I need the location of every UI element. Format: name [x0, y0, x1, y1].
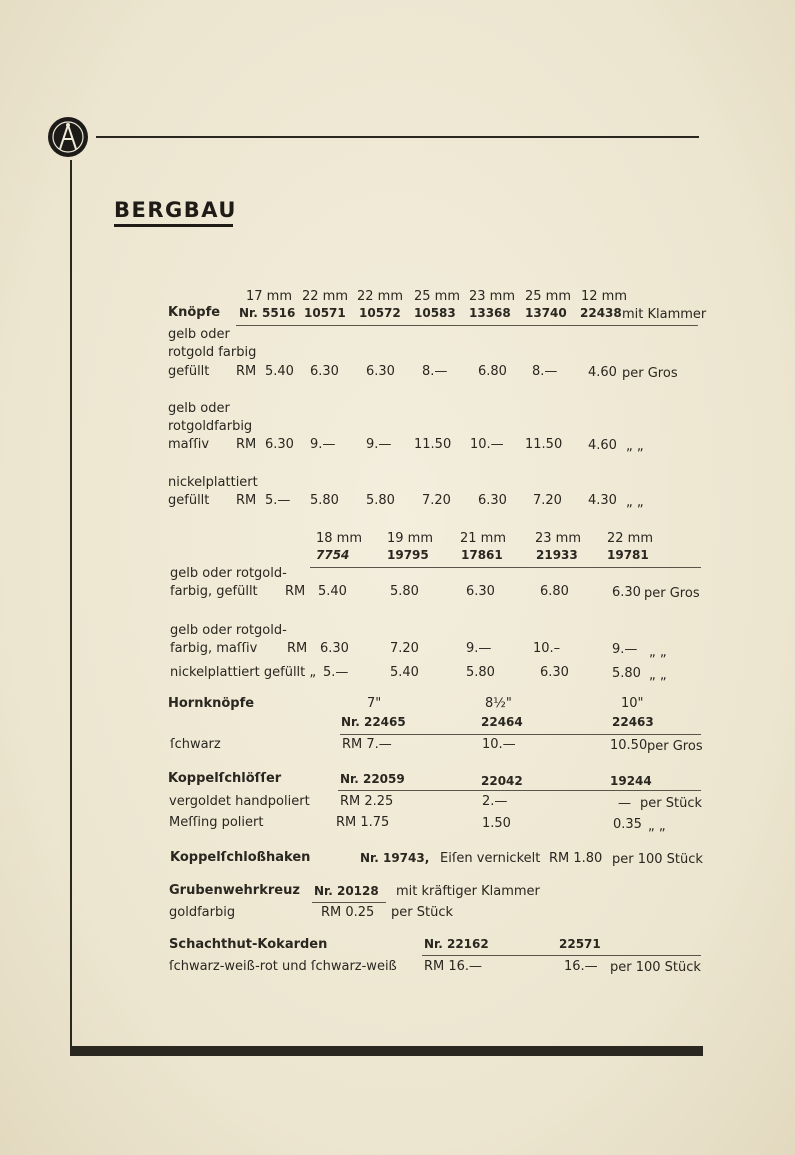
article-number: 13368 — [469, 306, 511, 320]
price-cell: 10.— — [482, 737, 516, 752]
article-number: 19244 — [610, 774, 652, 788]
size-cell: 12 mm — [581, 289, 628, 304]
price-cell: 7.20 — [390, 641, 419, 656]
row-desc: rotgold farbig — [168, 345, 257, 360]
price-cell: RM 1.75 — [336, 815, 390, 830]
section-label: Schachthut-Kokarden — [169, 937, 328, 952]
number-note: mit Klammer — [622, 307, 707, 322]
price-cell: — — [618, 796, 631, 811]
size-cell: 22 mm — [357, 289, 404, 304]
price-unit: per 100 Stück — [610, 960, 701, 975]
row-desc: gefüllt — [168, 493, 210, 508]
price-cell: 5.40 — [390, 665, 419, 680]
price-cell: RM 16.— — [424, 959, 483, 974]
article-number: Nr. 20128 — [314, 884, 379, 898]
article-number: Nr. 22059 — [340, 772, 405, 786]
section-label: Hornknöpfe — [168, 696, 255, 711]
size-cell: 23 mm — [535, 531, 582, 546]
price-cell: 6.30 — [320, 641, 349, 656]
price-cell: 6.30 — [478, 493, 507, 508]
row-desc: ſchwarz — [170, 737, 221, 752]
price-cell: 10.50 — [610, 738, 648, 753]
section-label: Knöpfe — [168, 305, 221, 320]
row-desc: gelb oder — [168, 327, 230, 342]
row-desc: nickelplattiert gefüllt „ — [170, 665, 317, 680]
article-number: 10583 — [414, 306, 456, 320]
header-underline — [422, 955, 701, 956]
row-desc: gelb oder rotgold- — [170, 566, 287, 581]
price-cell: 6.30 — [366, 364, 395, 379]
price-cell: 6.30 — [466, 584, 495, 599]
price-cell: 5.40 — [265, 364, 294, 379]
header-underline — [340, 734, 701, 735]
header-underline — [312, 902, 386, 903]
price-cell: 5.80 — [466, 665, 495, 680]
price-cell: RM 1.80 — [549, 851, 603, 866]
price-cell: 5.80 — [612, 666, 641, 681]
price-cell: 5.— — [265, 493, 291, 508]
article-number: 21933 — [536, 548, 578, 562]
article-number: 10572 — [359, 306, 401, 320]
price-cell: 4.30 — [588, 493, 617, 508]
price-cell: 9.— — [366, 437, 392, 452]
row-desc: ſchwarz-weiß-rot und ſchwarz-weiß — [169, 959, 397, 974]
ditto-mark: „ „ — [648, 819, 666, 834]
price-cell: 6.80 — [540, 584, 569, 599]
price-cell: 5.40 — [318, 584, 347, 599]
price-cell: 5.80 — [310, 493, 339, 508]
row-desc: nickelplattiert — [168, 475, 258, 490]
price-cell: 6.30 — [612, 585, 641, 600]
price-cell: 7.20 — [422, 493, 451, 508]
ditto-mark: „ „ — [649, 645, 667, 660]
size-cell: 17 mm — [246, 289, 293, 304]
article-number: Nr. 19743, — [360, 851, 430, 865]
footer-bar — [70, 1046, 703, 1056]
section-label: Koppelſchloßhaken — [170, 850, 311, 865]
row-desc: vergoldet handpoliert — [169, 794, 310, 809]
row-desc: gelb oder — [168, 401, 230, 416]
currency-label: RM — [285, 584, 306, 599]
compass-logo-icon — [48, 117, 88, 157]
price-cell: 9.— — [466, 641, 492, 656]
ditto-mark: „ „ — [626, 495, 644, 510]
price-cell: RM 0.25 — [321, 905, 375, 920]
article-number: 7754 — [316, 548, 350, 562]
price-cell: 9.— — [310, 437, 336, 452]
item-note: mit kräftiger Klammer — [396, 884, 540, 899]
price-cell: 16.— — [564, 959, 598, 974]
header-underline — [236, 325, 698, 326]
row-desc: Meſſing poliert — [169, 815, 264, 830]
header-underline — [310, 567, 701, 568]
article-number: 22464 — [481, 715, 523, 729]
price-cell: 1.50 — [482, 816, 511, 831]
row-desc: goldfarbig — [169, 905, 236, 920]
row-desc: rotgoldfarbig — [168, 419, 253, 434]
currency-label: RM — [236, 493, 257, 508]
price-cell: 0.35 — [613, 817, 642, 832]
size-cell: 22 mm — [302, 289, 349, 304]
article-number: 19781 — [607, 548, 649, 562]
price-cell: 5.80 — [390, 584, 419, 599]
row-desc: Eiſen vernickelt — [440, 851, 541, 866]
price-unit: per Gros — [644, 586, 700, 601]
price-cell: 4.60 — [588, 365, 617, 380]
article-number: 22042 — [481, 774, 523, 788]
article-number: Nr. 22162 — [424, 937, 489, 951]
price-cell: 6.80 — [478, 364, 507, 379]
price-cell: RM 7.— — [342, 737, 392, 752]
page-title: BERGBAU — [114, 198, 237, 222]
article-number: 10571 — [304, 306, 346, 320]
currency-label: RM — [287, 641, 308, 656]
size-cell: 25 mm — [525, 289, 572, 304]
row-desc: gefüllt — [168, 364, 210, 379]
size-cell: 7" — [367, 696, 382, 711]
price-cell: 9.— — [612, 642, 638, 657]
size-cell: 10" — [621, 696, 644, 711]
price-unit: per Gros — [647, 739, 703, 754]
publisher-logo — [48, 117, 88, 157]
currency-label: RM — [236, 437, 257, 452]
ditto-mark: „ „ — [626, 439, 644, 454]
price-cell: 2.— — [482, 794, 508, 809]
section-label: Koppelſchlöſſer — [168, 771, 282, 786]
row-desc: maſſiv — [168, 437, 210, 452]
size-cell: 23 mm — [469, 289, 516, 304]
price-cell: 11.50 — [414, 437, 452, 452]
size-cell: 21 mm — [460, 531, 507, 546]
article-number: Nr. 5516 — [239, 306, 296, 320]
section-label: Grubenwehrkreuz — [169, 883, 300, 898]
article-number: 22438 — [580, 306, 622, 320]
article-number: 13740 — [525, 306, 567, 320]
price-cell: 10.– — [533, 641, 561, 656]
price-unit: per 100 Stück — [612, 852, 703, 867]
header-underline — [338, 790, 701, 791]
left-margin-rule — [70, 160, 72, 1050]
price-cell: RM 2.25 — [340, 794, 394, 809]
size-cell: 8½" — [485, 696, 512, 711]
article-number: 22571 — [559, 937, 601, 951]
price-cell: 5.80 — [366, 493, 395, 508]
size-cell: 22 mm — [607, 531, 654, 546]
price-cell: 5.— — [323, 665, 349, 680]
size-cell: 25 mm — [414, 289, 461, 304]
header-rule — [96, 136, 699, 138]
price-unit: per Stück — [391, 905, 453, 920]
title-underline — [114, 224, 233, 227]
price-cell: 11.50 — [525, 437, 563, 452]
price-cell: 8.— — [532, 364, 558, 379]
price-cell: 7.20 — [533, 493, 562, 508]
article-number: 19795 — [387, 548, 429, 562]
price-cell: 6.30 — [540, 665, 569, 680]
row-desc: farbig, maſſiv — [170, 641, 258, 656]
article-number: 22463 — [612, 715, 654, 729]
price-cell: 4.60 — [588, 438, 617, 453]
currency-label: RM — [236, 364, 257, 379]
size-cell: 18 mm — [316, 531, 363, 546]
ditto-mark: „ „ — [649, 668, 667, 683]
price-unit: per Gros — [622, 366, 678, 381]
price-cell: 8.— — [422, 364, 448, 379]
article-number: Nr. 22465 — [341, 715, 406, 729]
article-number: 17861 — [461, 548, 503, 562]
row-desc: farbig, gefüllt — [170, 584, 258, 599]
price-cell: 10.— — [470, 437, 504, 452]
size-cell: 19 mm — [387, 531, 434, 546]
price-unit: per Stück — [640, 796, 702, 811]
price-cell: 6.30 — [265, 437, 294, 452]
price-cell: 6.30 — [310, 364, 339, 379]
row-desc: gelb oder rotgold- — [170, 623, 287, 638]
